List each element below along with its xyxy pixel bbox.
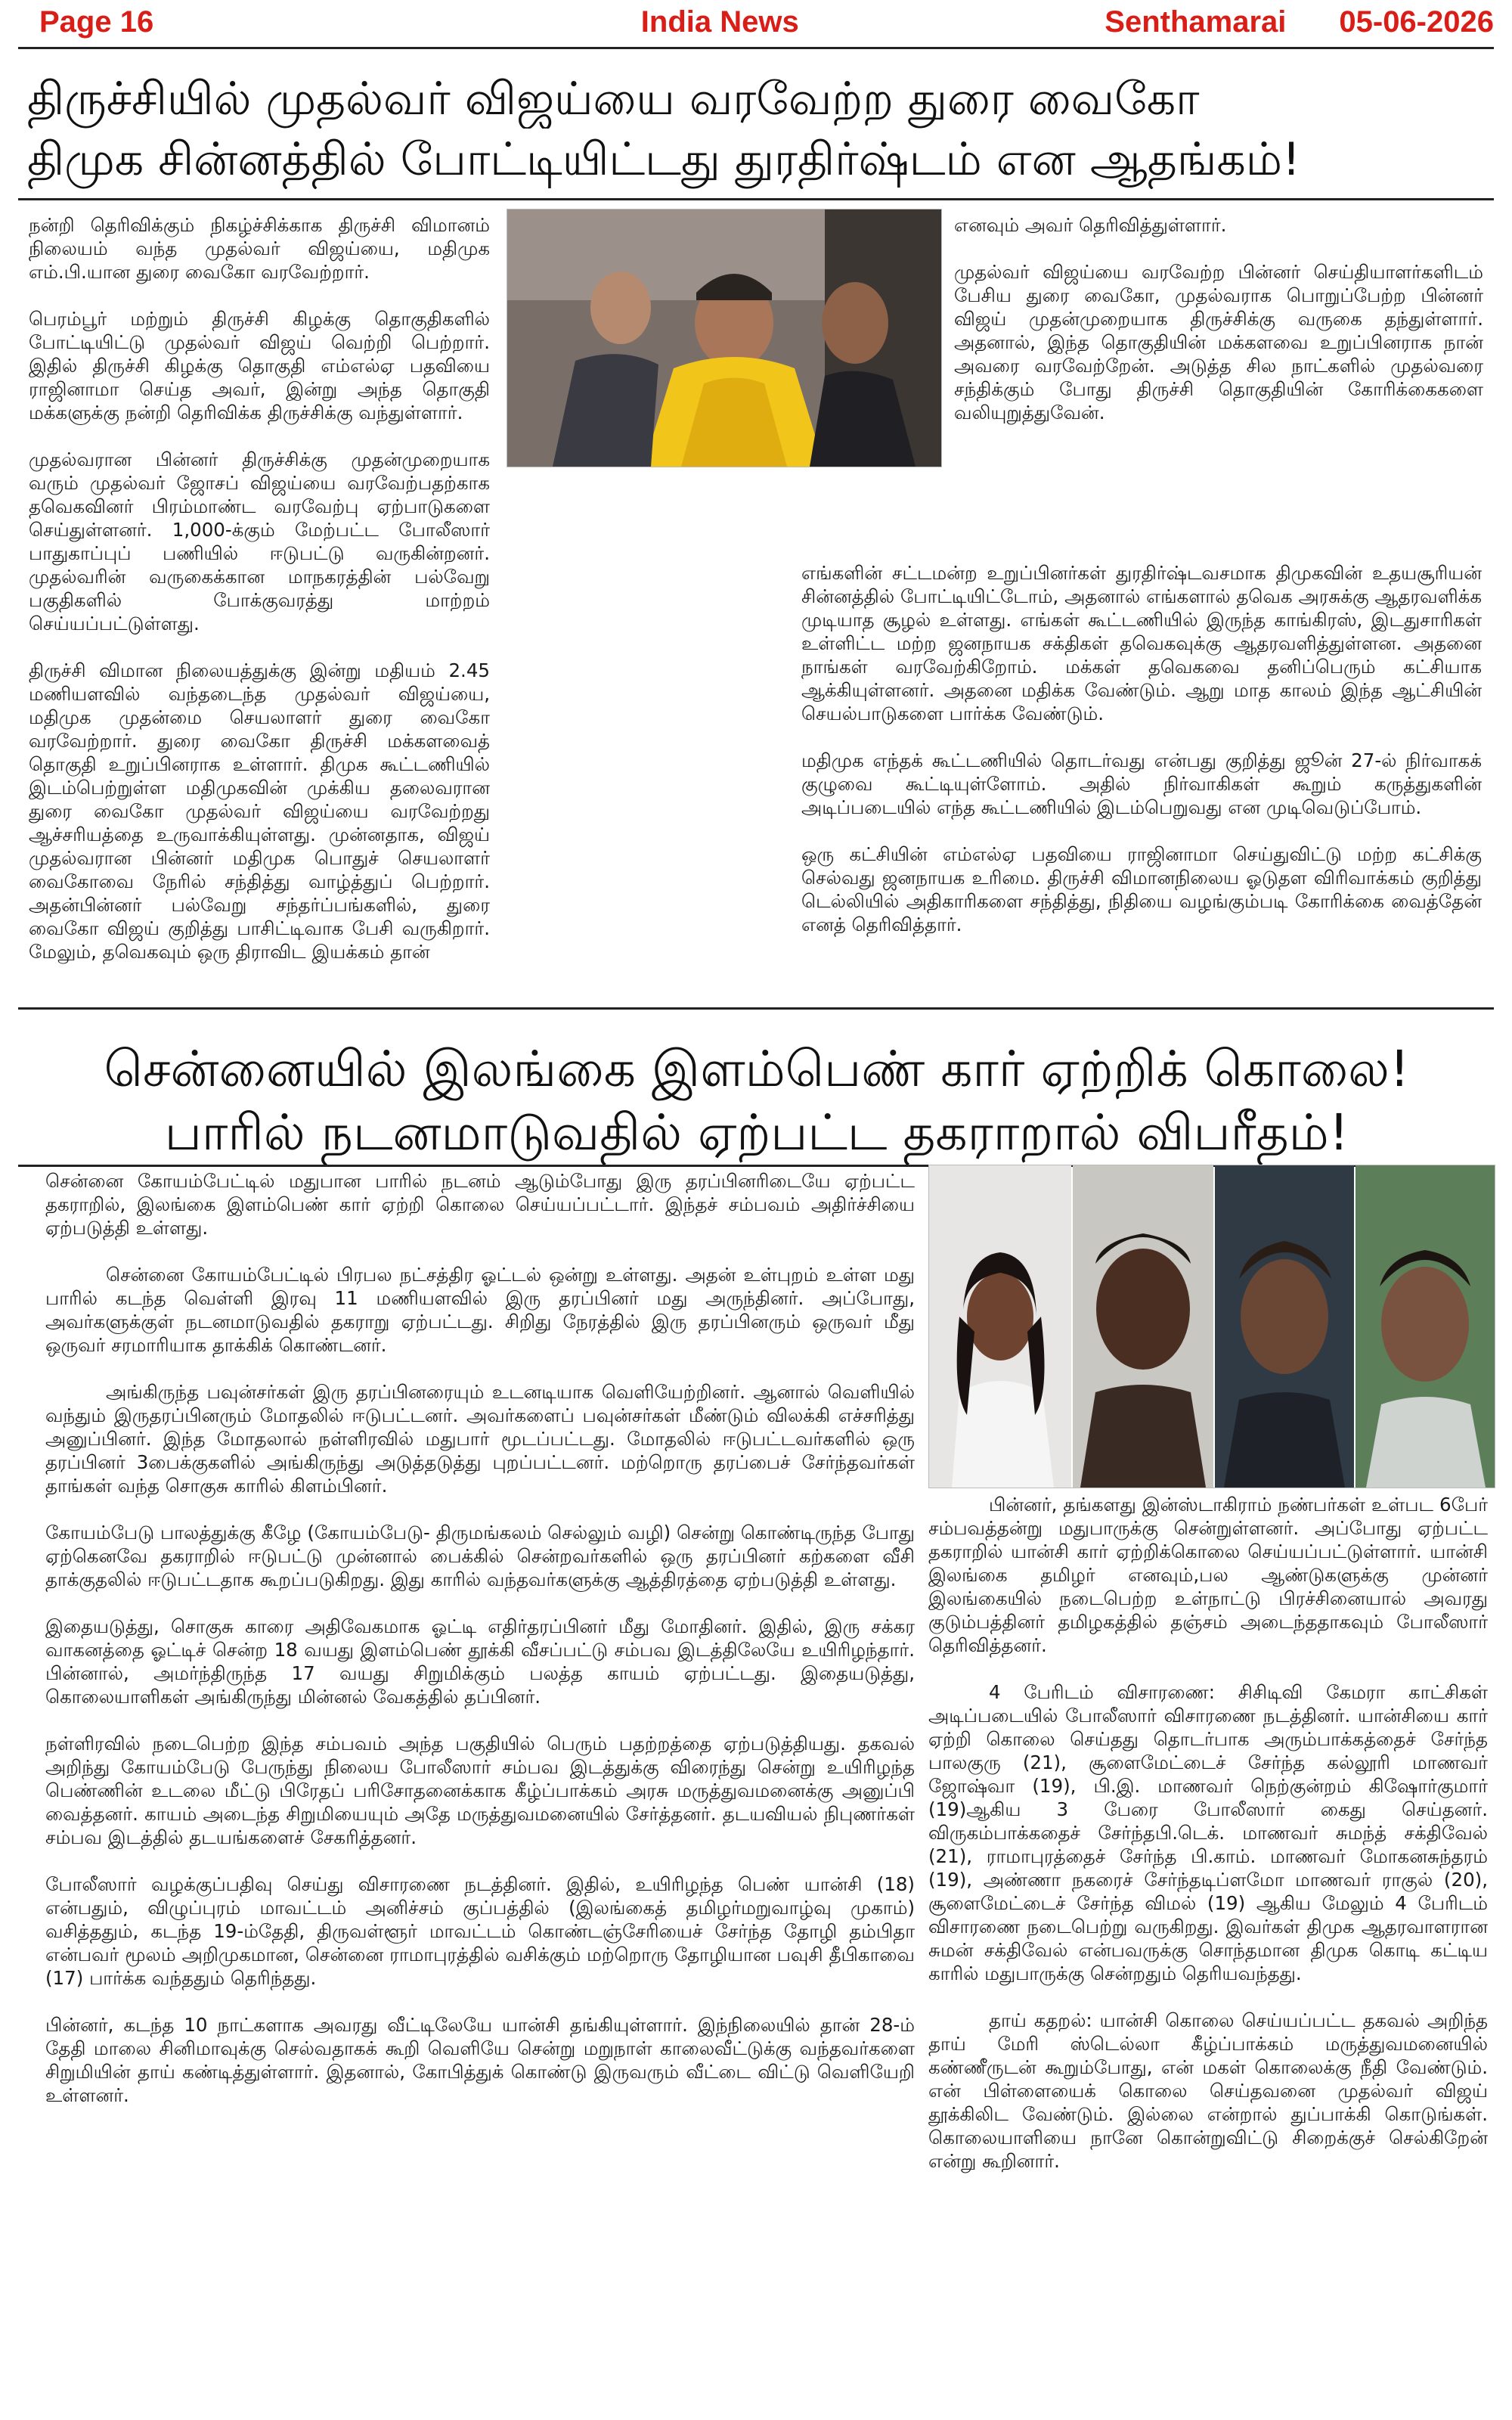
publication-name: Senthamarai (1105, 5, 1287, 39)
paragraph: இதையடுத்து, சொகுசு காரை அதிவேகமாக ஓட்டி எதிர்தரப்பினர் மீது மோதினர். இதில், இரு சக்கர வாகனத்தை ஓட்டிச் சென்ற 18 வயது இளம்பெண் தூக்கி வீசப்பட்டு சம்பவ இடத்திலேயே உயிரிழந்தார். பின்னால், அமர்ந்திருந்த 17 வயது சிறுமிக்கும் பலத்த காயம் ஏற்பட்டது. இதையடுத்து, கொலையாளிகள் அங்கிருந்து மின்னல் வேகத்தில் தப்பினர். (45, 1615, 915, 1708)
paragraph: திருச்சி விமான நிலையத்துக்கு இன்று மதியம் 2.45 மணியளவில் வந்தடைந்த முதல்வர் விஜய்யை, மதிமுக முதன்மை செயலாளர் துரை வைகோ வரவேற்றார். துரை வைகோ திருச்சி மக்களவைத் தொகுதி உறுப்பினராக உள்ளார். திமுக கூட்டணியில் இடம்பெற்றுள்ள மதிமுகவின் முக்கிய தலைவரான துரை வைகோ முதல்வர் விஜய்யை வரவேற்றது ஆச்சரியத்தை உருவாக்கியுள்ளது. முன்னதாக, விஜய் முதல்வரான பின்னர் மதிமுக பொதுச் செயலாளர் வைகோவை நேரில் சந்தித்து வாழ்த்துப் பெற்றார். அதன்பின்னர் பல்வேறு சந்தர்ப்பங்களில், துரை வைகோ விஜய் குறித்து பாசிட்டிவாக பேசி வருகிறார். மேலும், தவெகவும் ஒரு திராவிட இயக்கம் தான் (29, 659, 490, 963)
paragraph: எனவும் அவர் தெரிவித்துள்ளார். (954, 214, 1227, 236)
header-right (1105, 5, 1494, 39)
paragraph: 4 பேரிடம் விசாரணை: சிசிடிவி கேமரா காட்சிகள் அடிப்படையில் போலீஸார் விசாரணை நடத்தினர். யான்சியை கார் ஏற்றி கொலை செய்தது தொடர்பாக அரும்பாக்கத்தைச் சேர்ந்த பாலகுரு (21), சூளைமேட்டைச் சேர்ந்த கல்லூரி மாணவர் ஜோஷ்வா (19), பி.இ. மாணவர் நெற்குன்றம் கிஷோர்குமார் (19)ஆகிய 3 பேரை போலீஸார் கைது செய்தனர். விருகம்பாக்கதைச் சேர்ந்தபி.டெக். மாணவர் சுமந்த் சக்திவேல் (21), ராமாபுரத்தைச் சேர்ந்த பி.காம். மாணவர் மோகனசுந்தரம் (19), அண்ணா நகரைச் சேர்ந்தடிப்ளமோ மாணவர் ராகுல் (20), சூளைமேட்டைச் சேர்ந்த விமல் (19) ஆகிய மேலும் 4 பேரிடம் விசாரணை நடைபெற்று வருகிறது. இவர்கள் திமுக ஆதரவாளரான சுமன் சக்திவேல் என்பவருக்கு சொந்தமான திமுக கொடி கட்டிய காரில் மதுபாருக்கு சென்றதும் தெரியவந்தது. (928, 1681, 1488, 1984)
victim-and-accused-photos (929, 1165, 1495, 1488)
story1-left-column (29, 213, 490, 992)
page-number: Page 16 (39, 5, 154, 39)
paragraph: பெரம்பூர் மற்றும் திருச்சி கிழக்கு தொகுதிகளில் போட்டியிட்டு முதல்வர் விஜய் வெற்றி பெற்றார். இதில் திருச்சி கிழக்கு தொகுதி எம்எல்ஏ பதவியை ராஜினாமா செய்த அவர், இன்று அந்த தொகுதி மக்களுக்கு நன்றி தெரிவிக்க திருச்சிக்கு வந்துள்ளார். (29, 308, 490, 424)
paragraph: முதல்வர் விஜய்யை வரவேற்ற பின்னர் செய்தியாளர்களிடம் பேசிய துரை வைகோ, முதல்வராக பொறுப்பேற்ற பின்னர் விஜய் முதன்முறையாக திருச்சிக்கு வருகை தந்துள்ளார். அதனால், இந்த தொகுதியின் மக்களவை உறுப்பினராக நான் அவரை வரவேற்றேன். அடுத்த சில நாட்களில் முதல்வரை சந்திக்கும் போது திருச்சி தொகுதியின் கோரிக்கைகளை வலியுறுத்துவேன். (954, 261, 1483, 424)
page-header (0, 0, 1512, 44)
story1-right-column (954, 213, 1483, 538)
paragraph: போலீஸார் வழக்குப்பதிவு செய்து விசாரணை நடத்தினர். இதில், உயிரிழந்த பெண் யான்சி (18) என்பதும், விழுப்புரம் மாவட்டம் அனிச்சம் குப்பத்தில் (இலங்கைத் தமிழர்மறுவாழ்வு முகாம்) வசித்ததும், கடந்த 19-ம்தேதி, திருவள்ளூர் மாவட்டம் கொண்டஞ்சேரியைச் சேர்ந்த தோழி தம்பிதா என்பவர் மூலம் அறிமுகமான, சென்னை ராமாபுரத்தில் வசிக்கும் மற்றொரு தோழியான பவுசி தீபிகாவை (17) பார்க்க வந்ததும் தெரிந்தது. (45, 1873, 915, 1989)
story1-headline-line2: திமுக சின்னத்தில் போட்டியிட்டது துரதிர்ஷ்டம் என ஆதங்கம்! (27, 133, 1301, 186)
story2-right-column (928, 1493, 1488, 2409)
paragraph: முதல்வரான பின்னர் திருச்சிக்கு முதன்முறையாக வரும் முதல்வர் ஜோசப் விஜய்யை வரவேற்பதற்காக தவெகவினர் பிரம்மாண்ட வரவேற்பு ஏற்பாடுகளை செய்துள்ளனர். 1,000-க்கும் மேற்பட்ட போலீஸார் பாதுகாப்புப் பணியில் ஈடுபட்டு வருகின்றனர். முதல்வரின் வருகைக்கான மாநகரத்தின் பல்வேறு பகுதிகளில் போக்குவரத்து மாற்றம் செய்யப்பட்டுள்ளது. (29, 448, 490, 634)
story1-headline-line1: திருச்சியில் முதல்வர் விஜய்யை வரவேற்ற துரை வைகோ (27, 73, 1200, 126)
paragraph: பின்னர், கடந்த 10 நாட்களாக அவரது வீட்டிலேயே யான்சி தங்கியுள்ளார். இந்நிலையில் தான் 28-ம் தேதி மாலை சினிமாவுக்கு செல்வதாகக் கூறி வெளியே சென்று மறுநாள் காலைவீட்டுக்கு வந்தவர்களை சிறுமியின் தாய் கண்டித்துள்ளார். இதனால், கோபித்துக் கொண்டு இருவரும் வீட்டை விட்டு வெளியேறி உள்ளனர். (45, 2014, 915, 2106)
header-rule (18, 47, 1494, 49)
paragraph: நள்ளிரவில் நடைபெற்ற இந்த சம்பவம் அந்த பகுதியில் பெரும் பதற்றத்தை ஏற்படுத்தியது. தகவல் அறிந்து கோயம்பேடு பேருந்து நிலைய போலீஸார் சம்பவ இடத்துக்கு விரைந்து சென்று உயிரிழந்த பெண்ணின் உடலை மீட்டு பிரேதப் பரிசோதனைக்காக கீழ்ப்பாக்கம் அரசு மருத்துவமனைக்கு அனுப்பி வைத்தனர். காயம் அடைந்த சிறுமியையும் அதே மருத்துவமனையில் சேர்த்தனர். தடயவியல் நிபுணர்கள் சம்பவ இடத்தில் தடயங்களைச் சேகரித்தனர். (45, 1733, 915, 1848)
paragraph: அங்கிருந்த பவுன்சர்கள் இரு தரப்பினரையும் உடனடியாக வெளியேற்றினர். ஆனால் வெளியில் வந்தும் இருதரப்பினரும் மோதலில் ஈடுபட்டனர். அவர்களைப் பவுன்சர்கள் மீண்டும் விலக்கி எச்சரித்து அனுப்பினர். இந்த மோதலால் நள்ளிரவில் மதுபார் மூடப்பட்டது. மோதலில் ஈடுபட்டவர்களில் ஒரு தரப்பினர் 3பைக்குகளில் அங்கிருந்து அடுத்தடுத்து புறப்பட்டனர். மற்றொரு தரப்பைச் சேர்ந்தவர்கள் தாங்கள் வந்த சொகுசு காரில் கிளம்பினர். (45, 1381, 915, 1497)
issue-date: 05-06-2026 (1339, 5, 1494, 39)
brand-name: India News (640, 5, 799, 39)
story2-headline-line2: பாரில் நடனமாடுவதில் ஏற்பட்ட தகராறால் விபரீதம்! (164, 1103, 1349, 1162)
story2-left-column (45, 1169, 915, 2409)
story1-photo (507, 209, 942, 467)
story-separator-rule (18, 1007, 1494, 1010)
story1-lower-right-column (801, 561, 1482, 992)
paragraph: கோயம்பேடு பாலத்துக்கு கீழே (கோயம்பேடு- திருமங்கலம் செல்லும் வழி) சென்று கொண்டிருந்த போது ஏற்கெனவே தகராறில் ஈடுபட்டு முன்னால் பைக்கில் சென்றவர்களில் ஒரு தரப்பினர் கற்களை வீசி தாக்குதலில் ஈடுபட்டதாக கூறப்படுகிறது. இது காரில் வந்தவர்களுக்கு ஆத்திரத்தை ஏற்படுத்தி உள்ளது. (45, 1522, 915, 1590)
paragraph: ஒரு கட்சியின் எம்எல்ஏ பதவியை ராஜினாமா செய்துவிட்டு மற்ற கட்சிக்கு செல்வது ஜனநாயக உரிமை. திருச்சி விமானநிலைய ஓடுதள விரிவாக்கம் குறித்து டெல்லியில் அதிகாரிகளை சந்தித்து, நிதியை வழங்கும்படி கோரிக்கை வைத்தேன் எனத் தெரிவித்தார். (801, 843, 1482, 935)
story2-photo-collage (928, 1165, 1495, 1488)
paragraph: சென்னை கோயம்பேட்டில் மதுபான பாரில் நடனம் ஆடும்போது இரு தரப்பினரிடையே ஏற்பட்ட தகராறில், இலங்கை இளம்பெண் கார் ஏற்றி கொலை செய்யப்பட்டார். இந்தச் சம்பவம் அதிர்ச்சியை ஏற்படுத்தி உள்ளது. (45, 1170, 915, 1239)
chief-minister-photo-illustration (507, 209, 941, 467)
paragraph: நன்றி தெரிவிக்கும் நிகழ்ச்சிக்காக திருச்சி விமானம் நிலையம் வந்த முதல்வர் விஜய்யை, மதிமுக எம்.பி.யான துரை வைகோ வரவேற்றார். (29, 214, 490, 283)
paragraph: மதிமுக எந்தக் கூட்டணியில் தொடர்வது என்பது குறித்து ஜூன் 27-ல் நிர்வாகக் குழுவை கூட்டியுள்ளோம். அதில் நிர்வாகிகள் கூறும் கருத்துகளின் அடிப்படையில் எந்த கூட்டணியில் இடம்பெறுவது என முடிவெடுப்போம். (801, 749, 1482, 818)
paragraph: தாய் கதறல்: யான்சி கொலை செய்யப்பட்ட தகவல் அறிந்த தாய் மேரி ஸ்டெல்லா கீழ்ப்பாக்கம் மருத்துவமனையில் கண்ணீருடன் கூறும்போது, என் மகள் கொலைக்கு நீதி வேண்டும். என் பிள்ளையைக் கொலை செய்தவனை முதல்வர் விஜய் தூக்கிலிட வேண்டும். இல்லை என்றால் துப்பாக்கி கொடுங்கள். கொலையாளியை நானே கொன்றுவிட்டு சிறைக்குச் செல்கிறேன் என்று கூறினார். (928, 2009, 1488, 2172)
story2-headline-line1: சென்னையில் இலங்கை இளம்பெண் கார் ஏற்றிக் கொலை! (104, 1040, 1410, 1098)
paragraph: எங்களின் சட்டமன்ற உறுப்பினர்கள் துரதிர்ஷ்டவசமாக திமுகவின் உதயசூரியன் சின்னத்தில் போட்டியிட்டோம், அதனால் எங்களால் தவெக அரசுக்கு ஆதரவளிக்க முடியாத சூழல் உள்ளது. எங்கள் கூட்டணியில் இருந்த காங்கிரஸ், இடதுசாரிகள் உள்ளிட்ட மற்ற ஜனநாயக சக்திகள் தவெகவுக்கு ஆதரவளித்துள்ளன. அதனை நாங்கள் வரவேற்கிறோம். மக்கள் தவெகவை தனிப்பெரும் கட்சியாக ஆக்கியுள்ளனர். அதனை மதிக்க வேண்டும். ஆறு மாத காலம் இந்த ஆட்சியின் செயல்பாடுகளை பார்க்க வேண்டும். (801, 562, 1482, 724)
story1-headline-rule (18, 198, 1494, 200)
paragraph: சென்னை கோயம்பேட்டில் பிரபல நட்சத்திர ஓட்டல் ஒன்று உள்ளது. அதன் உள்புறம் உள்ள மது பாரில் கடந்த வெள்ளி இரவு 11 மணியளவில் இரு தரப்பினர் மது அருந்தினர். அப்போது, அவர்களுக்குள் நடனமாடுவதில் தகராறு ஏற்பட்டது. சிறிது நேரத்தில் இரு தரப்பினரும் ஒருவர் மீது ஒருவர் சரமாரியாக தாக்கிக் கொண்டனர். (45, 1264, 915, 1356)
paragraph: பின்னர், தங்களது இன்ஸ்டாகிராம் நண்பர்கள் உள்பட 6பேர் சம்பவத்தன்று மதுபாருக்கு சென்றுள்ளனர். அப்போது ஏற்பட்ட தகராறில் யான்சி கார் ஏற்றிக்கொலை செய்யப்பட்டுள்ளார். யான்சி இலங்கை தமிழர் எனவும்,பல ஆண்டுகளுக்கு முன்னர் இலங்கையில் நடைபெற்ற உள்நாட்டு பிரச்சினையால் அவரது குடும்பத்தினர் தமிழகத்தில் தஞ்சம் அடைந்ததாகவும் போலீஸார் தெரிவித்தனர். (928, 1494, 1488, 1656)
